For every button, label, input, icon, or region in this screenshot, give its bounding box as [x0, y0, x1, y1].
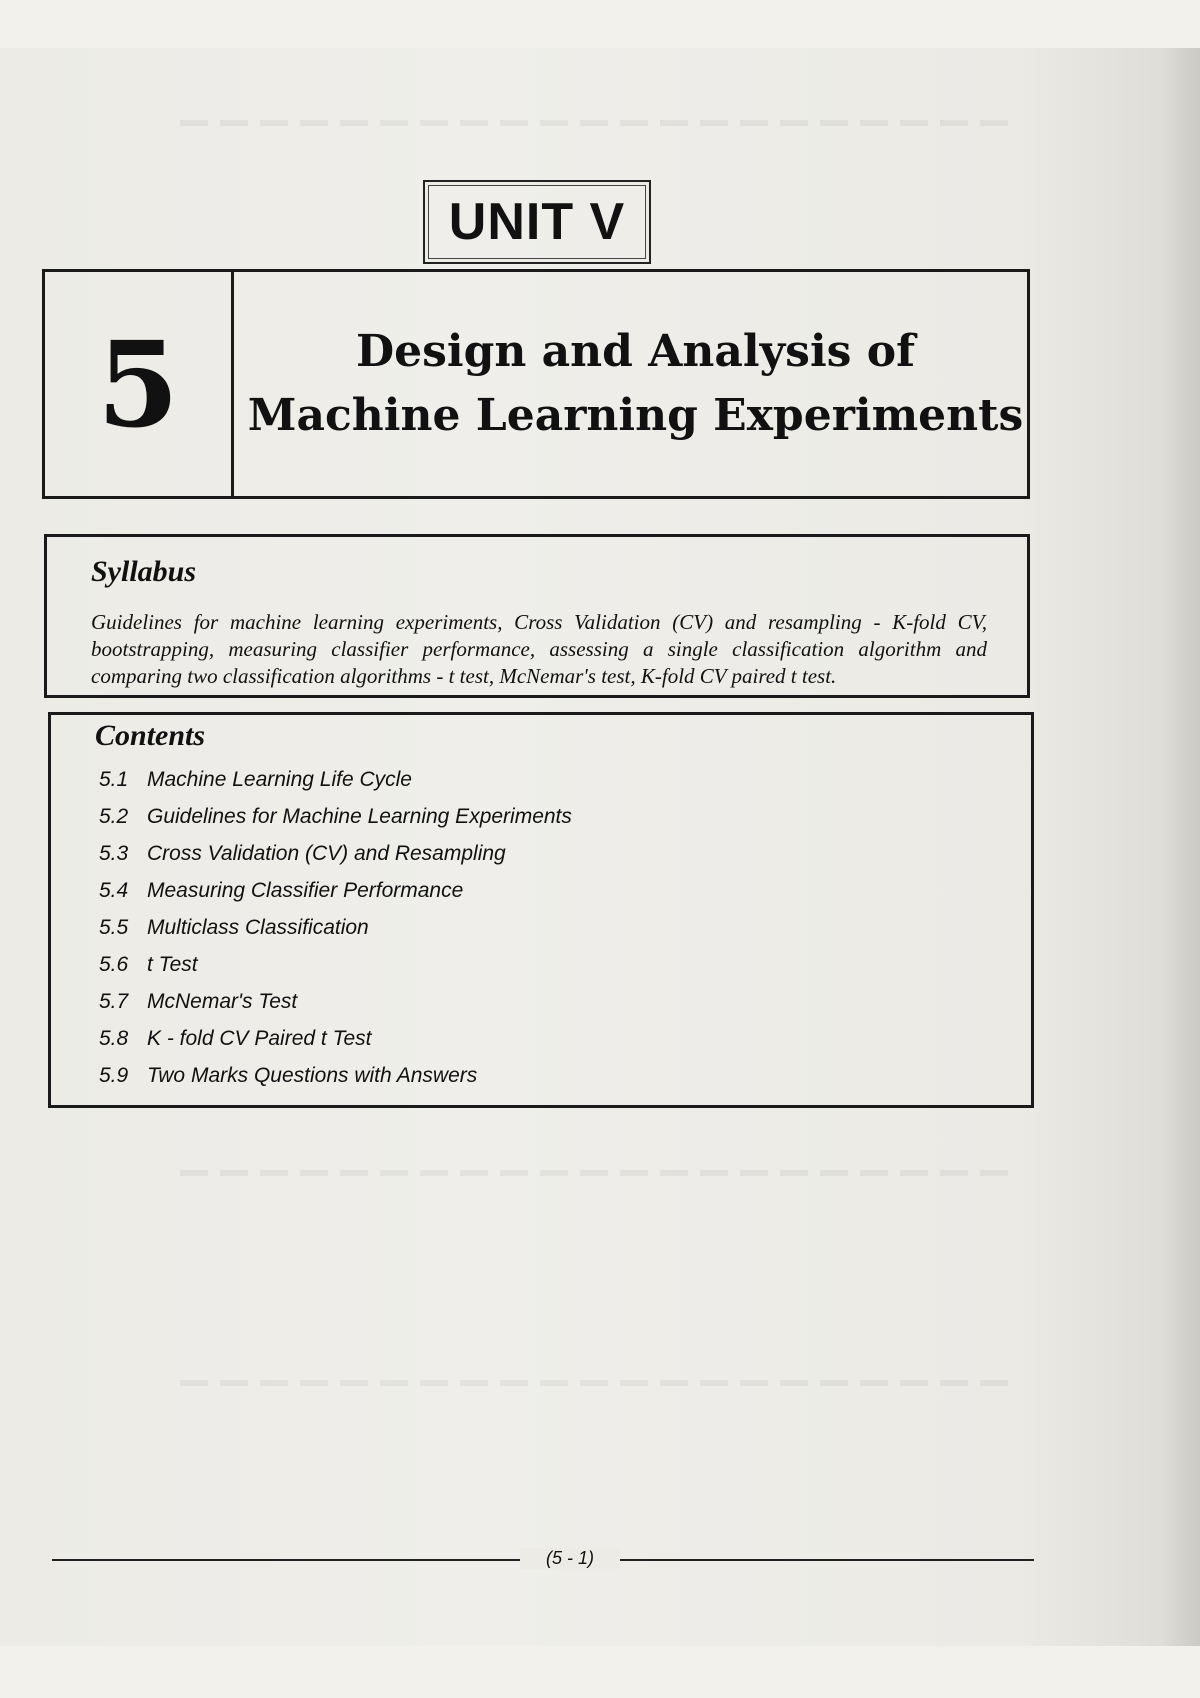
toc-item-label: t Test: [147, 953, 198, 976]
toc-item: [99, 946, 991, 983]
page-number: (5 - 1): [520, 1548, 620, 1569]
toc-item-label: Machine Learning Life Cycle: [147, 768, 412, 791]
unit-label: [423, 180, 651, 264]
toc-item: [99, 1057, 991, 1094]
toc-item-number: 5.5: [99, 916, 129, 939]
toc-item: [99, 909, 991, 946]
toc-item-label: Measuring Classifier Performance: [147, 879, 464, 902]
toc-item-number: 5.3: [99, 842, 129, 865]
toc-item: [99, 798, 991, 835]
toc-item: [99, 835, 991, 872]
bleed-through-text: [180, 120, 1020, 126]
toc-item: [99, 1020, 991, 1057]
toc-item-number: 5.7: [99, 990, 129, 1013]
unit-label-text: UNIT V: [448, 193, 626, 251]
toc-item-number: 5.4: [99, 879, 129, 902]
contents-heading: Contents: [95, 719, 206, 752]
toc-item: [99, 872, 991, 909]
chapter-title: [234, 272, 1027, 496]
toc-item: [99, 983, 991, 1020]
bleed-through-text: [180, 1170, 1020, 1176]
contents-box: [48, 712, 1034, 1108]
bleed-through-text: [180, 1380, 1020, 1386]
page-edge-shadow: [1160, 48, 1200, 1646]
syllabus-text: Guidelines for machine learning experiments, Cross Validation (CV) and resampling - K-fold CV, bootstrapping, measuring classifier performance, assessing a single classification algorithm and comparing two classification algorithms - t test, McNemar's test, K-fold CV paired t test.: [91, 610, 987, 688]
toc-item-label: Multiclass Classification: [147, 916, 369, 939]
toc-item-label: McNemar's Test: [147, 990, 298, 1013]
toc-item-number: 5.6: [99, 953, 129, 976]
syllabus-heading: Syllabus: [91, 555, 197, 588]
chapter-title-line-2: Machine Learning Experiments: [247, 390, 1024, 441]
chapter-title-line-1: Design and Analysis of: [355, 326, 916, 377]
table-of-contents: [99, 761, 991, 1094]
toc-item-number: 5.1: [99, 768, 129, 791]
chapter-number: 5: [45, 272, 234, 496]
syllabus-box: [44, 534, 1030, 698]
chapter-header: [42, 269, 1030, 499]
toc-item-label: K - fold CV Paired t Test: [147, 1027, 372, 1050]
toc-item-label: Cross Validation (CV) and Resampling: [147, 842, 506, 865]
toc-item: [99, 761, 991, 798]
toc-item-label: Two Marks Questions with Answers: [147, 1064, 478, 1087]
toc-item-number: 5.9: [99, 1064, 129, 1087]
toc-item-label: Guidelines for Machine Learning Experiments: [147, 805, 572, 828]
toc-item-number: 5.2: [99, 805, 129, 828]
toc-item-number: 5.8: [99, 1027, 129, 1050]
